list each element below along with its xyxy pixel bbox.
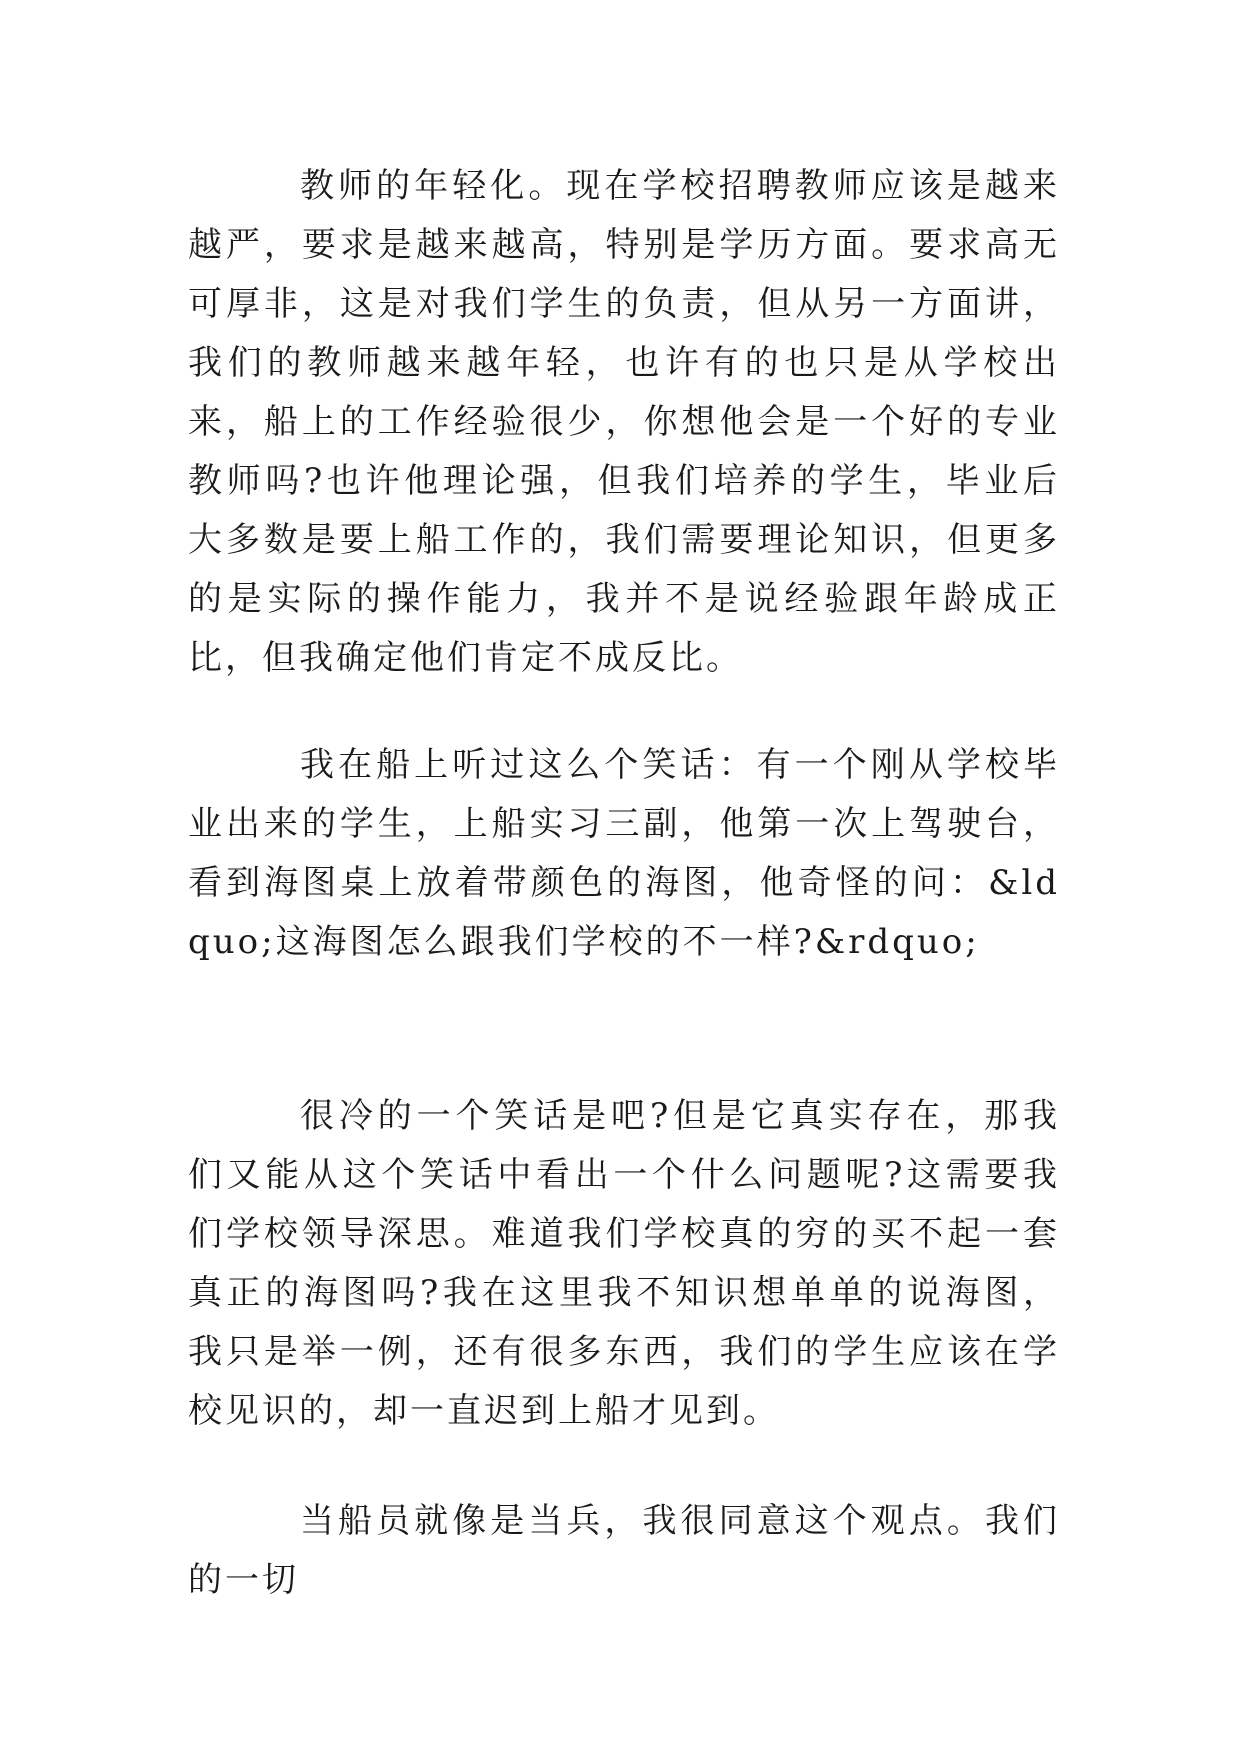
paragraph-sailor-soldier: 当船员就像是当兵，我很同意这个观点。我们的一切 — [188, 1501, 1060, 1600]
paragraph-reflection: 很冷的一个笑话是吧?但是它真实存在，那我们又能从这个笑话中看出一个什么问题呢?这需要我们学校领导深思。难道我们学校真的穷的买不起一套真正的海图吗?我在这里我不知识想单单的说海图，我只是举一例，还有很多东西，我们的学生应该在学校见识的，却一直迟到上船才见到。 — [188, 1096, 1060, 1431]
paragraph-joke: 我在船上听过这么个笑话：有一个刚从学校毕业出来的学生，上船实习三副，他第一次上驾驶台，看到海图桌上放着带颜色的海图，他奇怪的问：&ldquo;这海图怎么跟我们学校的不一样?&rdquo; — [188, 745, 1060, 962]
paragraph-teacher-youth: 教师的年轻化。现在学校招聘教师应该是越来越严，要求是越来越高，特别是学历方面。要求高无可厚非，这是对我们学生的负责，但从另一方面讲，我们的教师越来越年轻，也许有的也只是从学校出来，船上的工作经验很少，你想他会是一个好的专业教师吗?也许他理论强，但我们培养的学生，毕业后大多数是要上船工作的，我们需要理论知识，但更多的是实际的操作能力，我并不是说经验跟年龄成正比，但我确定他们肯定不成反比。 — [188, 166, 1060, 678]
